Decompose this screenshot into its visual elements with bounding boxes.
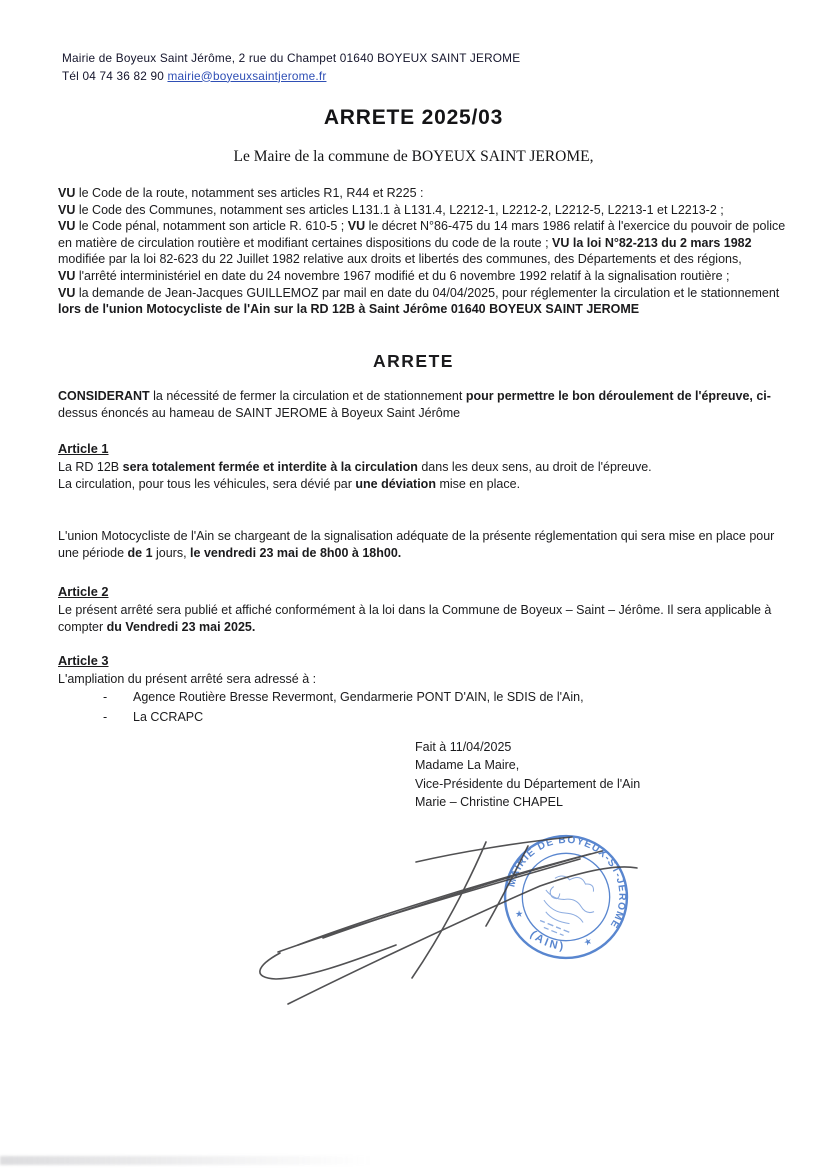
vu-item: VU l'arrêté interministériel en date du 24 novembre 1967 modifié et du 6 novembre 1992 relatif à la signalisation routière ; — [58, 268, 730, 283]
arrete-heading: ARRETE — [373, 351, 454, 371]
vu-item: VU le Code pénal, notamment son article R. 610-5 ; VU le décret N°86-475 du 14 mars 1986 relatif à l'exercice du pouvoir de police en matière de circulation routière et modifiant certaines dispositions du code de la route ; VU la loi N°82-213 du 2 mars 1982 modifiée par la loi 82-623 du 22 Juillet 1982 relative aux droits et libertés des communes, des Départements et des régions, — [58, 219, 786, 267]
signature-block — [415, 738, 640, 812]
stamp-bottom-text: (AIN) — [527, 928, 567, 953]
letterhead — [62, 50, 520, 85]
letterhead-contact — [62, 68, 520, 86]
signalisation-paragraph: L'union Motocycliste de l'Ain se chargeant de la signalisation adéquate de la présente réglementation qui sera mise en place pour une période de 1 jours, le vendredi 23 mai de 8h00 à 18h00. — [58, 529, 775, 560]
article-2-paragraph: Le présent arrêté sera publié et affiché conformément à la loi dans la Commune de Boyeux – Saint – Jérôme. Il sera applicable à compter du Vendredi 23 mai 2025. — [58, 603, 772, 634]
article-1-heading: Article 1 — [58, 441, 109, 456]
document-title: ARRETE 2025/03 — [323, 106, 504, 129]
letterhead-phone: Tél 04 74 36 82 90 — [62, 68, 168, 83]
vu-item: VU le Code de la route, notamment ses articles R1, R44 et R225 : — [58, 186, 424, 200]
article-2-heading: Article 2 — [58, 584, 109, 599]
article-1-paragraph: La circulation, pour tous les véhicules, sera dévié par une déviation mise en place. — [58, 476, 521, 491]
signature-svg — [228, 826, 648, 1016]
vu-item: VU la demande de Jean-Jacques GUILLEMOZ par mail en date du 04/04/2025, pour réglementer la circulation et le stationnement lors de l'union Motocycliste de l'Ain sur la RD 12B à Saint Jérôme 01640 BOYEUX SAINT JEROME — [58, 285, 780, 317]
scan-shadow — [0, 1156, 372, 1165]
stamp-top-text: MAIRIE DE BOYEUX-ST-JEROME — [506, 834, 628, 931]
stamp-star-left-icon: ★ — [513, 908, 526, 920]
vu-item: VU le Code des Communes, notamment ses articles L131.1 à L131.4, L2212-1, L2212-2, L2212-5, L2213-1 et L2213-2 ; — [58, 202, 724, 217]
considerant-paragraph: CONSIDERANT la nécessité de fermer la circulation et de stationnement pour permettre le bon déroulement de l'épreuve, ci-dessus énoncés au hameau de SAINT JEROME à Boyeux Saint Jérôme — [58, 389, 771, 420]
signature-role: Madame La Maire, — [415, 758, 520, 773]
letterhead-address: Mairie de Boyeux Saint Jérôme, 2 rue du Champet 01640 BOYEUX SAINT JEROME — [62, 51, 521, 65]
email-link[interactable]: mairie@boyeuxsaintjerome.fr — [167, 68, 327, 83]
article-1-paragraph: La RD 12B sera totalement fermée et interdite à la circulation dans les deux sens, au droit de l'épreuve. — [58, 460, 652, 474]
document-subtitle: Le Maire de la commune de BOYEUX SAINT JEROME, — [233, 148, 594, 165]
signature-date: Fait à 11/04/2025 — [415, 740, 512, 754]
bullet-dash: - — [103, 709, 108, 724]
signature-role-2: Vice-Présidente du Département de l'Ain — [415, 776, 641, 791]
stamp-star-right-icon: ★ — [581, 935, 594, 948]
list-item — [103, 708, 584, 728]
signature-strokes — [260, 837, 637, 1004]
handwritten-signature — [228, 826, 648, 1016]
bullet-dash: - — [103, 690, 108, 704]
signature-name: Marie – Christine CHAPEL — [415, 795, 563, 810]
vu-block — [58, 185, 792, 318]
list-item — [103, 688, 584, 708]
article-3-heading: Article 3 — [58, 653, 109, 668]
bullet-text: Agence Routière Bresse Revermont, Gendarmerie PONT D'AIN, le SDIS de l'Ain, — [133, 690, 584, 704]
bullet-text: La CCRAPC — [133, 709, 204, 724]
article-3-intro: L'ampliation du présent arrêté sera adressé à : — [58, 672, 317, 686]
article-3-bullet-list — [103, 688, 584, 727]
article-1-body — [58, 459, 792, 492]
